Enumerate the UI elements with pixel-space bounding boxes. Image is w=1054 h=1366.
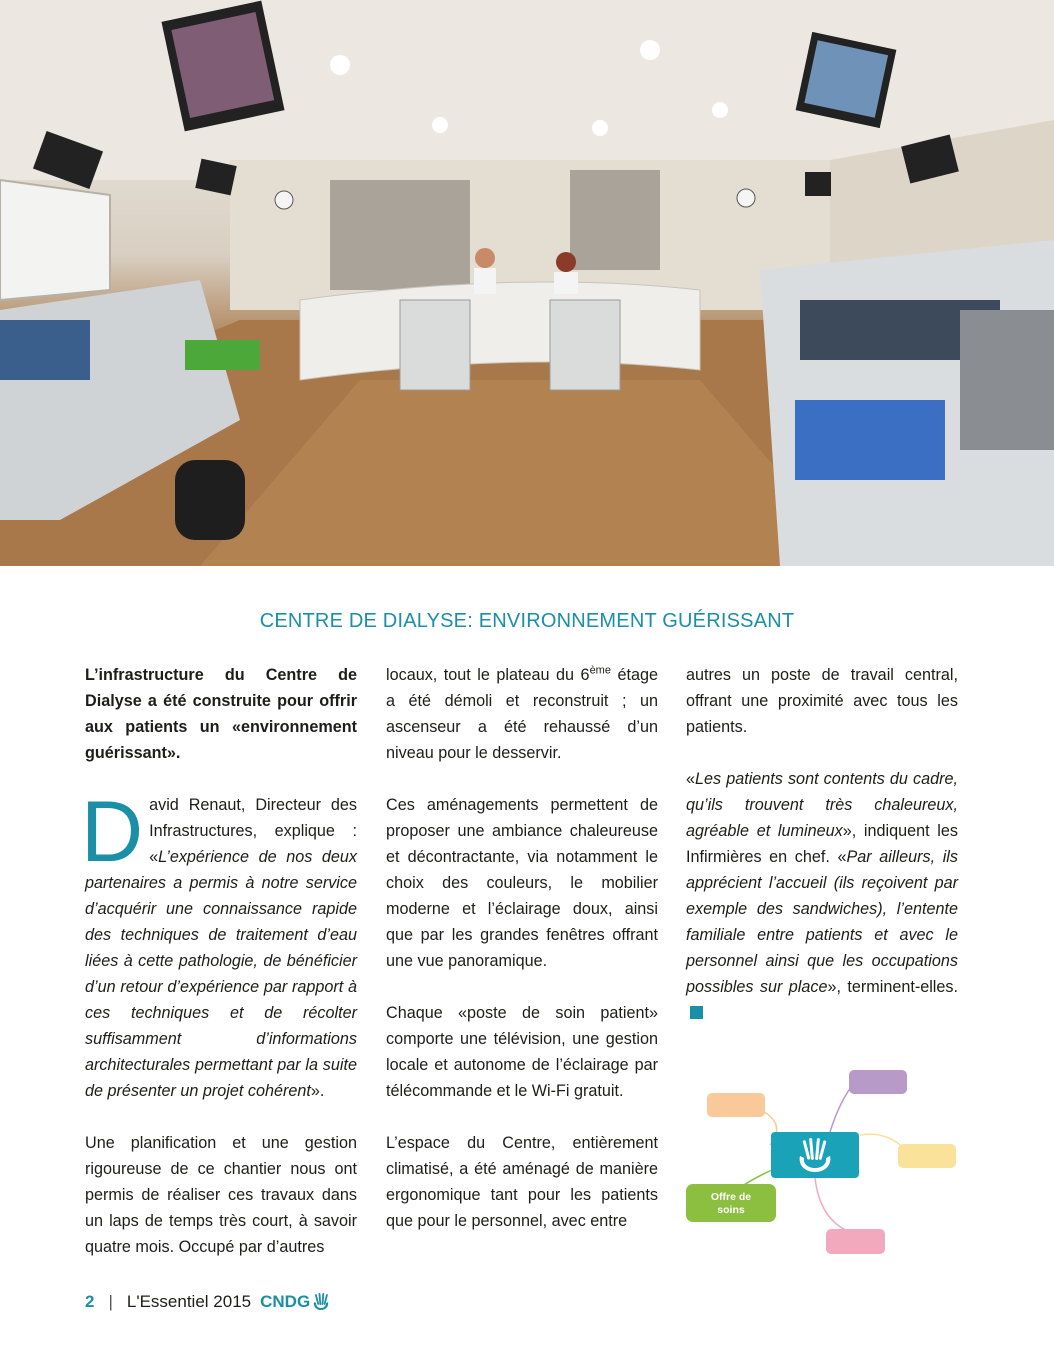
- paragraph-care-station: Chaque «poste de soin patient» comporte une télévision, une gestion locale et autonome de l’éclairage par télécommande et le Wi-Fi gratuit.: [386, 1004, 658, 1100]
- quote-run: Les patients sont contents du cadre, qu’ils trouvent très chaleureux, agréable et lumineux: [686, 770, 958, 840]
- dialysis-room-photo: [0, 0, 1054, 566]
- text-run: avid Renaut, Directeur des Infrastructures, explique : «: [149, 796, 357, 866]
- publication-title: L'Essentiel 2015: [126, 1292, 252, 1311]
- text-run: », indiquent les Infirmières en chef. «: [686, 822, 958, 866]
- node-orange: [707, 1093, 765, 1117]
- cndg-hand-icon: [313, 1293, 329, 1311]
- paragraph-floor: [386, 662, 658, 766]
- lead-paragraph: L’infrastructure du Centre de Dialyse a été construite pour offrir aux patients un «environnement guérissant».: [85, 666, 357, 762]
- page-footer: [85, 1292, 329, 1312]
- paragraph-nurses-quote: [686, 766, 958, 1026]
- text-run: étage a été démoli et reconstruit ; un ascenseur a été rehaussé d’un niveau pour le desservir.: [386, 666, 658, 762]
- superscript: ème: [589, 664, 611, 677]
- text-run: locaux, tout le plateau du 6: [386, 666, 590, 684]
- quote-run: Par ailleurs, ils apprécient l’accueil (ils reçoivent par exemple des sandwiches), l’entente familiale entre patients et avec le personnel ainsi que les occupations possibles sur place: [686, 848, 958, 996]
- brand-name: CNDG: [260, 1292, 311, 1311]
- photo-illustration: [0, 0, 1054, 566]
- page-number: 2: [85, 1292, 95, 1311]
- text-run: ».: [310, 1082, 325, 1100]
- paragraph-planning: Une planification et une gestion rigoureuse de ce chantier nous ont permis de réaliser ces travaux dans un laps de temps très court, à savoir quatre mois. Occupé par d’autres: [85, 1134, 357, 1256]
- node-yellow: [898, 1144, 956, 1168]
- node-green-label-line1: Offre de: [710, 1191, 752, 1203]
- paragraph-ambiance: Ces aménagements permettent de proposer une ambiance chaleureuse et décontractante, via notamment le choix des couleurs, le mobilier moderne et l’éclairage doux, ainsi que par les grandes fenêtres offrant une vue panoramique.: [386, 796, 658, 970]
- footer-separator: |: [108, 1292, 113, 1311]
- link-pink: [815, 1178, 850, 1232]
- column-2: [386, 662, 658, 1234]
- end-of-article-mark: [690, 1006, 703, 1019]
- column-3: [686, 662, 958, 1026]
- article-heading: CENTRE DE DIALYSE: ENVIRONNEMENT GUÉRISSANT: [259, 610, 795, 632]
- quote-run: L’expérience de nos deux partenaires a permis à notre service d’acquérir une connaissance rapide des techniques de traitement d’eau liées à cette pathologie, de bénéficier d’un retour d’expérience par rapport à ces techniques et de récolter suffisamment d’informations architecturales permettant par la suite de présenter un projet cohérent: [85, 848, 357, 1100]
- mind-map-svg: [680, 1060, 970, 1270]
- text-run: », terminent-elles.: [827, 978, 958, 996]
- drop-cap: D: [81, 784, 144, 880]
- node-green-offre: [686, 1184, 776, 1222]
- paragraph-workstation: autres un poste de travail central, offrant une proximité avec tous les patients.: [686, 666, 958, 736]
- text-run: «: [686, 770, 696, 788]
- paragraph-quote-renaut: [81, 784, 357, 1104]
- care-offer-diagram: [680, 1060, 970, 1270]
- node-green-label-line2: soins: [717, 1204, 745, 1216]
- node-purple: [849, 1070, 907, 1094]
- node-pink: [826, 1229, 885, 1254]
- paragraph-space: L’espace du Centre, entièrement climatisé, a été aménagé de manière ergonomique tant pour les patients que pour le personnel, avec entre: [386, 1134, 658, 1230]
- column-1: [81, 662, 357, 1260]
